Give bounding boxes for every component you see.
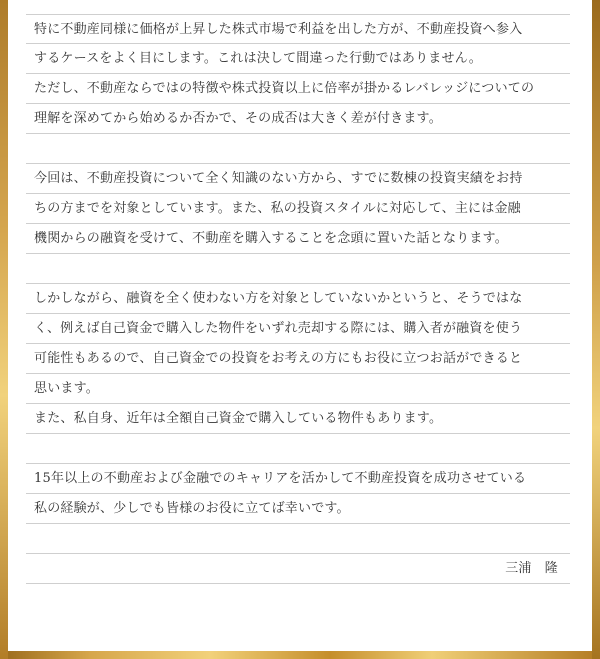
blank-line (26, 134, 570, 164)
text-line: しかしながら、融資を全く使わない方を対象としていないかというと、そうではな (26, 284, 570, 314)
text-line: 今回は、不動産投資について全く知識のない方から、すでに数棟の投資実績をお持 (26, 164, 570, 194)
text-line: 思います。 (26, 374, 570, 404)
text-line: また、私自身、近年は全額自己資金で購入している物件もあります。 (26, 404, 570, 434)
letter-body (26, 0, 570, 584)
text-line: く、例えば自己資金で購入した物件をいずれ売却する際には、購入者が融資を使う (26, 314, 570, 344)
text-line: 理解を深めてから始めるか否かで、その成否は大きく差が付きます。 (26, 104, 570, 134)
blank-line (26, 434, 570, 464)
text-line: 15年以上の不動産および金融でのキャリアを活かして不動産投資を成功させている (26, 464, 570, 494)
text-line: するケースをよく目にします。これは決して間違った行動ではありません。 (26, 44, 570, 74)
text-line: 機関からの融資を受けて、不動産を購入することを念頭に置いた話となります。 (26, 224, 570, 254)
text-line: 特に不動産同様に価格が上昇した株式市場で利益を出した方が、不動産投資へ参入 (26, 14, 570, 44)
text-line: 可能性もあるので、自己資金での投資をお考えの方にもお役に立つお話ができると (26, 344, 570, 374)
blank-line (26, 254, 570, 284)
text-line: 私の経験が、少しでも皆様のお役に立てば幸いです。 (26, 494, 570, 524)
signature: 三浦 隆 (26, 554, 570, 584)
blank-line (26, 524, 570, 554)
gold-frame-right-bar (592, 0, 600, 659)
text-line: ただし、不動産ならではの特徴や株式投資以上に倍率が掛かるレバレッジについての (26, 74, 570, 104)
text-line: ちの方までを対象としています。また、私の投資スタイルに対応して、主には金融 (26, 194, 570, 224)
